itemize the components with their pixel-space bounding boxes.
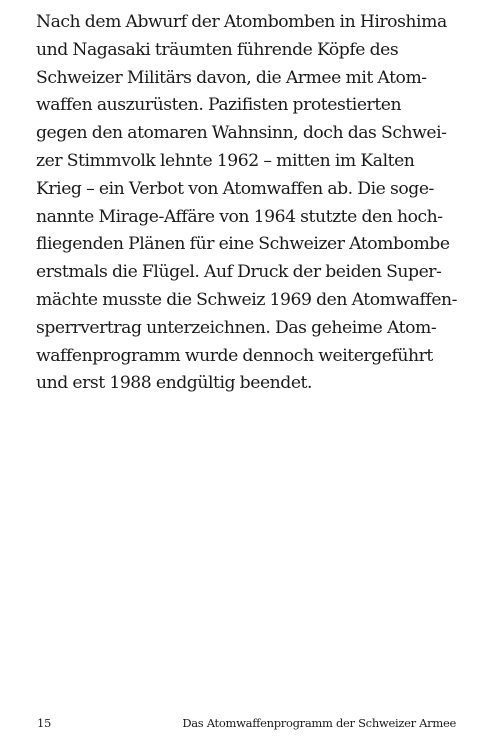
text-line: und erst 1988 endgültig beendet. [36, 373, 313, 394]
text-line: Krieg – ein Verbot von Atomwaffen ab. Die soge- [36, 178, 434, 199]
running-title: Das Atomwaffenprogramm der Schweizer Armee [182, 716, 456, 730]
page-footer [37, 716, 456, 734]
body-paragraph [36, 9, 486, 398]
text-line: zer Stimmvolk lehnte 1962 – mitten im Kalten [36, 150, 415, 171]
text-line: fliegenden Plänen für eine Schweizer Atombombe [36, 234, 450, 255]
text-line: nannte Mirage-Affäre von 1964 stutzte den hoch- [36, 206, 443, 227]
text-line: erstmals die Flügel. Auf Druck der beiden Super- [36, 262, 442, 283]
text-line: waffen auszurüsten. Pazifisten protestierten [36, 95, 402, 116]
text-line: Schweizer Militärs davon, die Armee mit Atom- [36, 67, 427, 88]
text-line: waffenprogramm wurde dennoch weitergeführt [36, 345, 433, 366]
text-line: gegen den atomaren Wahnsinn, doch das Schwei- [36, 123, 447, 144]
text-line: mächte musste die Schweiz 1969 den Atomwaffen- [36, 289, 458, 310]
text-line: und Nagasaki träumten führende Köpfe des [36, 39, 399, 60]
text-line: sperrvertrag unterzeichnen. Das geheime Atom- [36, 317, 437, 338]
text-line: Nach dem Abwurf der Atombomben in Hiroshima [36, 12, 447, 32]
page-number: 15 [37, 716, 52, 730]
